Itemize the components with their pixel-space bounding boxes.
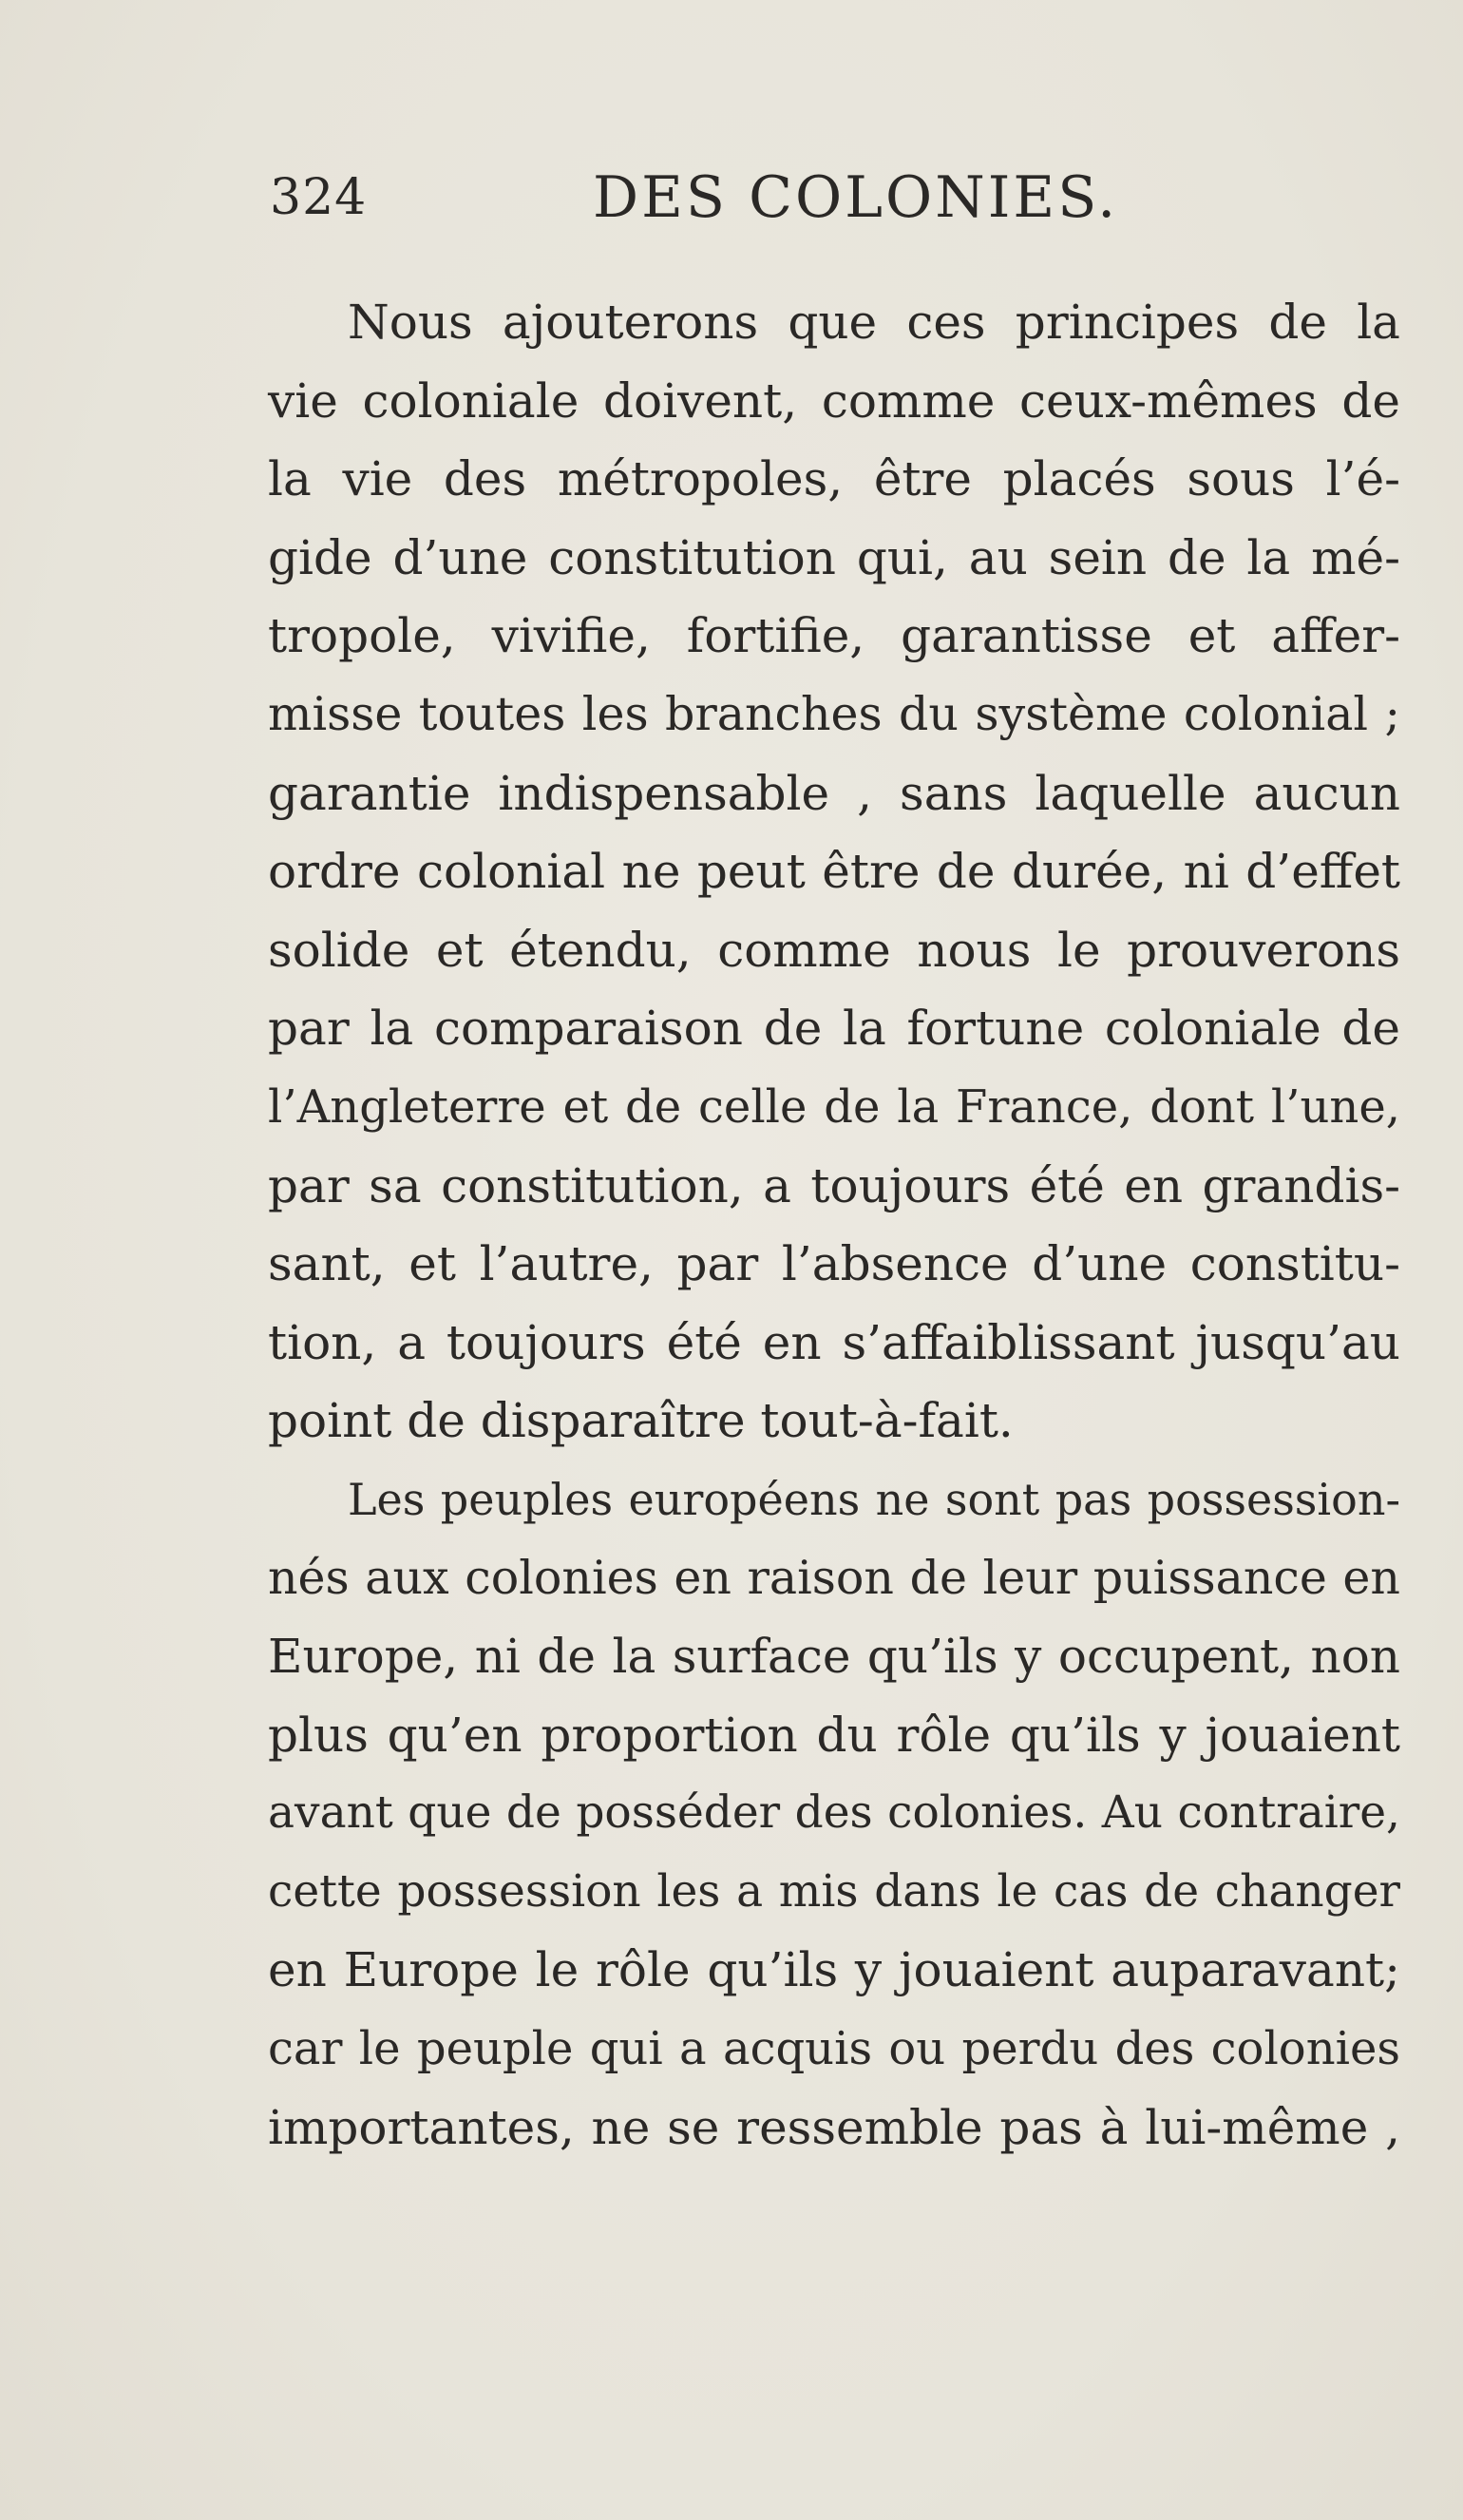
text-line: misse toutes les branches du système colonial ; [268, 686, 1400, 741]
text-line: tion, a toujours été en s’affaiblissant jusqu’au [268, 1314, 1400, 1370]
text-line: sant, et l’autre, par l’absence d’une constitu- [268, 1236, 1400, 1292]
body-text [268, 283, 1400, 2167]
text-line: cette possession les a mis dans le cas de changer [268, 1864, 1400, 1918]
text-line: importantes, ne se ressemble pas à lui-même , [268, 2099, 1400, 2155]
text-line: l’Angleterre et de celle de la France, dont l’une, [268, 1079, 1400, 1134]
text-line: tropole, vivifie, fortifie, garantisse et affer- [268, 608, 1400, 664]
text-line: solide et étendu, comme nous le prouverons [268, 922, 1400, 978]
page-number: 324 [270, 169, 368, 226]
text-line: avant que de posséder des colonies. Au contraire, [268, 1786, 1400, 1840]
text-line: par la comparaison de la fortune coloniale de [268, 1001, 1400, 1057]
text-line: nés aux colonies en raison de leur puissance en [268, 1550, 1400, 1605]
page-header [270, 160, 1410, 236]
text-line: car le peuple qui a acquis ou perdu des colonies [268, 2022, 1400, 2076]
running-title: DES COLONIES. [593, 164, 1119, 231]
text-line: Nous ajouterons que ces principes de la [348, 295, 1400, 350]
text-line: vie coloniale doivent, comme ceux-mêmes de [268, 372, 1400, 429]
paragraph-1 [268, 283, 1400, 1460]
text-line: Les peuples européens ne sont pas possession- [348, 1473, 1400, 1525]
text-line: Europe, ni de la surface qu’ils y occupent, non [268, 1629, 1400, 1685]
paragraph-2 [268, 1460, 1400, 2167]
text-line: garantie indispensable , sans laquelle aucun [268, 765, 1400, 821]
text-line: ordre colonial ne peut être de durée, ni d’effet [268, 844, 1400, 900]
text-line: par sa constitution, a toujours été en grandis- [268, 1157, 1400, 1213]
text-line: la vie des métropoles, être placés sous l’é- [268, 451, 1400, 507]
text-line: point de disparaître tout-à-fait. [268, 1393, 1014, 1449]
text-line: en Europe le rôle qu’ils y jouaient auparavant; [268, 1942, 1400, 1998]
text-line: gide d’une constitution qui, au sein de la mé- [268, 529, 1400, 585]
text-line: plus qu’en proportion du rôle qu’ils y jouaient [268, 1707, 1400, 1763]
